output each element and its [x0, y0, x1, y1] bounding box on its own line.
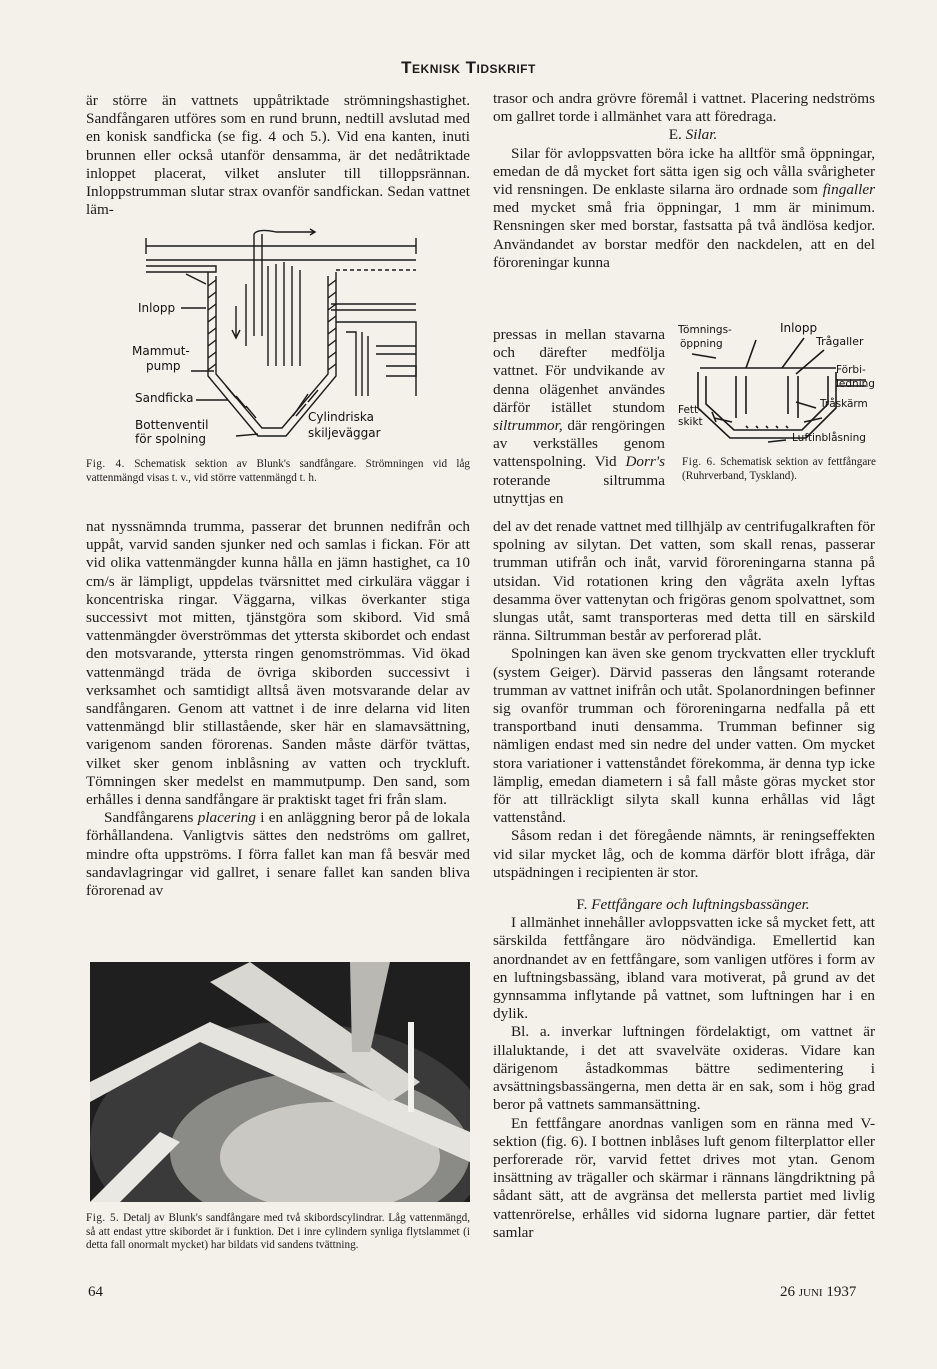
right-paragraph-f1: I allmänhet innehåller avloppsvatten icke så mycket fett, att särskilda fettfångare äro nödvändiga. Emellertid kan anordnandet av en fettfångare, som vanligen utföres i form av en luftningsbassäng, ibland vara motiverat, på grund av det gynnsamma inflytande på vattnet, som luftningen har i en dylik. [493, 914, 875, 1023]
fig6-label-tomnings-2: öppning [680, 338, 723, 350]
left-paragraph-1: nat nyssnämnda trumma, passerar det brunnen nedifrån och uppåt, varvid sanden sjunker ned och samlas i fickan. För att vid olika vattenmängder kunna hålla en jämn hastighet, ca 10 cm/s är lämpligt, uppdelas tvärsnittet med cirkulära väggar i koncentriska ringar. Väggarna, vilkas överkanter stiga successivt mot mitten, tjänstgöra som skibord. Vid små vattenmängder överströmmas det yttersta skibordet och endast den motsvarande, yttersta ringen genomströmmas. Vid ökad vattenmängd träda de övriga skiborden successivt i verksamhet och samtidigt alltså även motsvarande delar av sandfångaren. Genom att vattnet i de inre delarna vid liten vattenmängd blir stillastående, sker här en slamavsättning, varigenom sanden förorenas. Sanden måste därför tvättas, vilket sker genom inblåsning av vatten och tryckluft. Tömningen sker medelst en mammutpump. Den sand, som erhålles i denna sandfångare är praktiskt taget fri från slam. [86, 518, 470, 809]
heading-f-number: F. [576, 896, 592, 914]
figure-4-caption [86, 458, 470, 485]
left-paragraph-2 [86, 809, 470, 900]
figure-5-photo [90, 962, 470, 1202]
right-paragraph-e1-end: del av det renade vattnet med tillhjälp av centrifugalkraften för spolning av silytan. Det vatten, som skall renas, passerar trumman utifrån och inåt, varvid föroreningarna stanna på utsidan. Vid rotationen kring den vågräta axeln lyftas desamma över vattenytan och frigöras genom spolvattnet, som slungas utåt, samt transporteras med detta till en särskild ränna. Siltrumman består av perforerad plåt. [493, 518, 875, 645]
figure-5-caption-label: Fig. 5. [86, 1212, 120, 1224]
fig6-label-forbi-1: Förbi- [836, 364, 866, 376]
fig6-label-fett-1: Fett- [678, 404, 702, 416]
fig4-label-cylindriska-1: Cylindriska [308, 410, 374, 424]
right-paragraph-e1-a: Silar för avloppsvatten böra icke ha alltför små öppningar, emedan de då mycket fort sätta igen sig och vålla svårigheter vid rensningen. De enklaste silarna äro ordnade som [493, 144, 875, 199]
fig6-label-forbi-2: ledning [836, 378, 875, 390]
fig6-label-tragaller: Trågaller [816, 335, 864, 348]
figure-4-caption-text: Schematisk sektion av Blunk's sandfångare. Strömningen vid låg vattenmängd visas t. v., vid större vattenmängd t. h. [86, 458, 470, 484]
masthead: Teknisk Tidskrift [401, 58, 536, 77]
figure-6-caption-label: Fig. 6. [682, 456, 716, 468]
figure-5-photo-drawing [90, 962, 470, 1202]
right-main-text [493, 518, 875, 1242]
heading-e-number: E. [668, 126, 686, 144]
page-number: 64 [88, 1284, 103, 1300]
heading-f-title: Fettfångare och luftningsbassänger. [591, 896, 810, 914]
fig4-label-botten-2: för spolning [135, 432, 207, 446]
right-paragraph-e1-d: där rengöringen av verkställes genom vattenspolning. Vid [493, 417, 665, 471]
fig6-label-traskarm: Tråskärm [820, 398, 868, 410]
fig6-label-fett-2: skikt [678, 416, 703, 428]
fig6-label-inlopp: Inlopp [780, 321, 818, 335]
right-paragraph-e1 [493, 145, 875, 272]
figure-6 [676, 318, 876, 448]
right-paragraph-e1-continued [493, 326, 665, 508]
right-paragraph-e1-siltrummor: siltrummor, [493, 417, 563, 435]
heading-e-title: Silar. [685, 126, 718, 144]
right-narrow-text [493, 326, 665, 508]
figure-6-caption [682, 456, 876, 483]
fig4-label-mammut-1: Mammut- [132, 344, 190, 358]
figure-4-caption-label: Fig. 4. [86, 458, 125, 470]
fig6-label-luftinblasning: Luftinblåsning [792, 432, 866, 444]
right-paragraph-top: trasor och andra grövre föremål i vattnet. Placering nedströms om gallret torde i allmänhet vara att föredraga. [493, 90, 875, 126]
right-paragraph-e1-e: roterande siltrumma utnyttjas en [493, 471, 665, 507]
left-main-text [86, 518, 470, 900]
fig4-label-cylindriska-2: skiljeväggar [308, 426, 381, 440]
heading-f [493, 896, 875, 914]
fig4-label-sandficka: Sandficka [135, 391, 194, 405]
right-paragraph-e1-emphasis: fingaller [822, 181, 875, 199]
heading-e [493, 126, 875, 144]
left-paragraph-2-start: Sandfångarens [104, 809, 198, 827]
fig4-label-inlopp: Inlopp [138, 301, 176, 315]
right-paragraph-e1-b: med mycket små fria öppningar, 1 mm är minimum. Rensningen sker med borstar, fastsatta på två ändlösa kedjor. Användandet av borstar medför den nackdelen, att en del föroreningar kunna [493, 199, 875, 271]
left-top-text [86, 92, 470, 219]
right-paragraph-e3: Såsom redan i det föregående nämnts, är reningseffekten vid silar mycket låg, och de komma därför blott ifråga, där utspädningen i recipienten är stor. [493, 827, 875, 881]
right-paragraph-f2: Bl. a. inverkar luftningen fördelaktigt, om vattnet är illaluktande, i det att svavelväte oxideras. Vidare kan därigenom åstadkommas bättre sedimentering i avsättningsbassängerna, men detta är en sak, som i hög grad beror på vattnets sammansättning. [493, 1023, 875, 1114]
left-paragraph-2-end: i en anläggning beror på de lokala förhållandena. Vanligtvis sättes den nedströms om gallret, mindre ofta uppströms. I förra fallet kan man få besvär med sandavlagringar vid gallret, i senare fallet kan sanden bliva förorenad av [86, 809, 471, 900]
fig4-label-botten-1: Bottenventil [135, 418, 209, 432]
figure-6-caption-text: Schematisk sektion av fettfångare (Ruhrverband, Tyskland). [682, 456, 876, 482]
figure-5-caption [86, 1212, 470, 1253]
right-top-text [493, 90, 875, 272]
left-paragraph-top: är större än vattnets uppåtriktade strömningshastighet. Sandfångaren utföres som en rund brunn, nedtill avslutad med en konisk sandficka (se fig. 4 och 5.). Vid ena kanten, inuti brunnen eller också utanför densamma, är det nedåtriktade inloppet placerat, vilket ansluter till tilloppsrännan. Inloppstrumman slutar strax ovanför sandfickan. Sedan vattnet läm- [86, 92, 470, 219]
issue-date: 26 juni 1937 [780, 1284, 857, 1300]
right-paragraph-e1-dorrs: Dorr's [625, 453, 665, 471]
figure-5-caption-text: Detalj av Blunk's sandfångare med två skibordscylindrar. Låg vattenmängd, så att endast yttre skibordet är i funktion. Det i inre cylindern synliga flytslammet (i detta fall onormalt mycket) har bildats vid sandens tvättning. [86, 1212, 470, 1251]
right-paragraph-e1-c: pressas in mellan stavarna och därefter medfölja vattnet. För undvikande av denna olägenhet användes därför istället stundom [493, 326, 665, 416]
figure-4 [86, 226, 470, 456]
fig4-label-mammut-2: pump [146, 359, 181, 373]
left-paragraph-2-emphasis: placering [197, 809, 256, 827]
fig6-label-tomnings-1: Tömnings- [678, 324, 732, 336]
right-paragraph-f3: En fettfångare anordnas vanligen som en ränna med V-sektion (fig. 6). I bottnen inblåses luft genom filterplattor eller perforerade rör, varvid fettet drives mot ytan. Genom insättning av trägaller och skärmar i rännans längdriktning på sådant sätt, att de avgränsa det mellersta partiet med livlig vattenrörelse, erhålles vid sidorna lugnare partier, där fettet samlar [493, 1114, 875, 1241]
right-paragraph-e2: Spolningen kan även ske genom tryckvatten eller tryckluft (system Geiger). Därvid passeras den långsamt roterande trumman av vattnet inifrån och utåt. Spolanordningen befinner sig ovanför trumman och föroreningarna nedfalla på ett transportband inuti densamma. Trumman befinner sig nämligen endast med sin nedre del under vatten. Om mycket stora variationer i vattenståndet förekomma, är denna typ icke lämplig, emedan diametern i så fall måste göras mycket stor för att tillräckligt silyta skall kunna erhållas vid lågt vattenstånd. [493, 645, 875, 827]
